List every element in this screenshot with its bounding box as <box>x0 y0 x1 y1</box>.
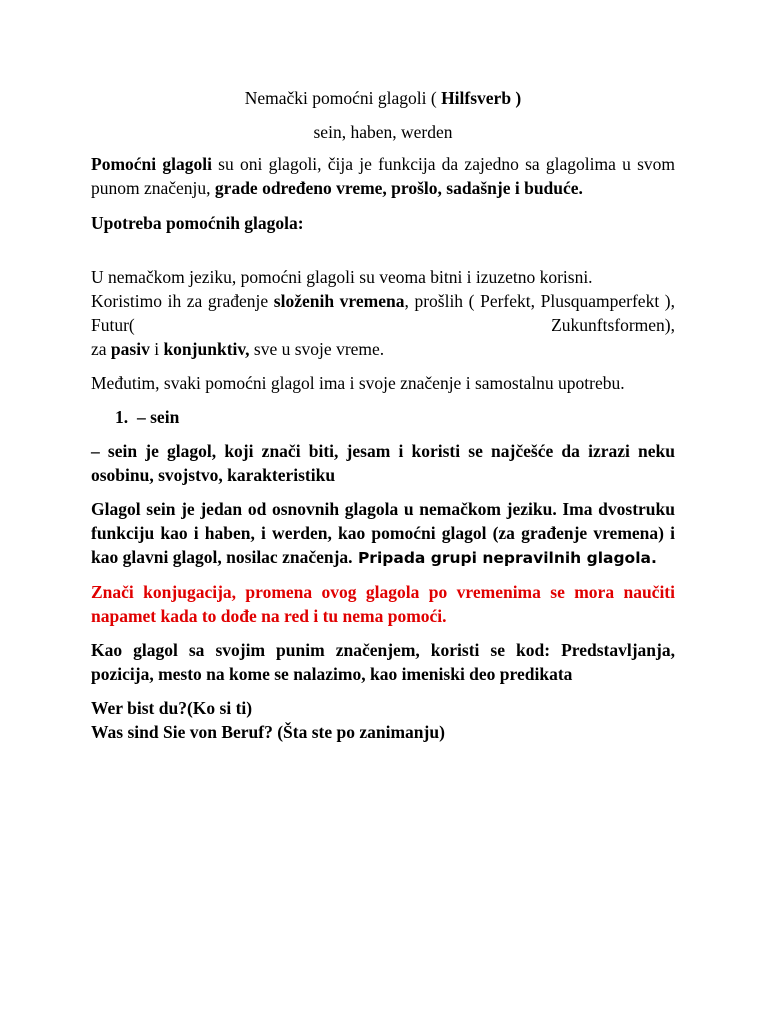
usage-line-2 <box>91 289 675 337</box>
intro-text: su oni glagoli, čija je funkcija da zajedno sa glagolima u svom punom značenju, <box>91 154 675 198</box>
usage-line-3-pasiv: pasiv <box>110 339 150 359</box>
usage-line-1: U nemačkom jeziku, pomoćni glagoli su veoma bitni i izuzetno korisni. <box>91 267 593 287</box>
sein-role-paragraph <box>91 497 675 570</box>
meanwhile-paragraph: Međutim, svaki pomoćni glagol ima i svoje značenje i samostalnu upotrebu. <box>91 373 625 393</box>
page-subtitle: sein, haben, werden <box>313 122 453 142</box>
usage-line-3-tail: sve u svoje vreme. <box>249 339 385 359</box>
list-text: – sein <box>137 407 180 427</box>
intro-bold-term: Pomoćni glagoli <box>91 154 212 174</box>
sein-definition: – sein je glagol, koji znači biti, jesam i koristi se najčešće da izrazi neku osobinu, svojstvo, karakteristiku <box>91 441 675 485</box>
conjugation-warning: Znači konjugacija, promena ovog glagola po vremenima se mora naučiti napamet kada to dođe na red i tu nema pomoći. <box>91 582 675 626</box>
title-bold: Hilfsverb ) <box>441 88 522 108</box>
usage-paragraph <box>91 265 675 361</box>
usage-line-2-tail: , prošlih ( Perfekt, Plusquamperfekt ), Futur( Zukunftsformen), <box>91 291 675 335</box>
document-body <box>91 86 675 744</box>
title-prefix: Nemački pomoćni glagoli ( <box>244 88 442 108</box>
sein-role-irregular: Pripada grupi nepravilnih glagola. <box>352 549 657 567</box>
usage-line-3-konjunktiv: konjunktiv, <box>163 339 250 359</box>
intro-bold-ending: grade određeno vreme, prošlo, sadašnje i buduće. <box>214 178 583 198</box>
usage-line-3-and: i <box>149 339 164 359</box>
usage-heading: Upotreba pomoćnih glagola: <box>91 213 304 233</box>
page-title <box>91 86 675 110</box>
usage-line-3-text: za <box>91 339 111 359</box>
sein-role-text: Glagol sein je jedan od osnovnih glagola u nemačkom jeziku. Ima dvostruku funkciju kao i haben, i werden, kao pomoćni glagol (za građenje vremena) i kao glavni glagol, nosilac značenja. <box>91 499 675 567</box>
example-line: Wer bist du?(Ko si ti) <box>91 698 253 718</box>
usage-line-3 <box>91 337 675 361</box>
full-meaning-paragraph: Kao glagol sa svojim punim značenjem, koristi se kod: Predstavljanja, pozicija, mesto na kome se nalazimo, kao imeniski deo predikata <box>91 640 675 684</box>
list-item <box>91 405 675 429</box>
list-number: 1. <box>115 407 129 427</box>
intro-paragraph <box>91 152 675 200</box>
usage-line-2-bold: složenih vremena <box>273 291 405 311</box>
usage-line-2-text: Koristimo ih za građenje <box>91 291 274 311</box>
examples-block <box>91 696 675 744</box>
example-line: Was sind Sie von Beruf? (Šta ste po zanimanju) <box>91 722 445 742</box>
